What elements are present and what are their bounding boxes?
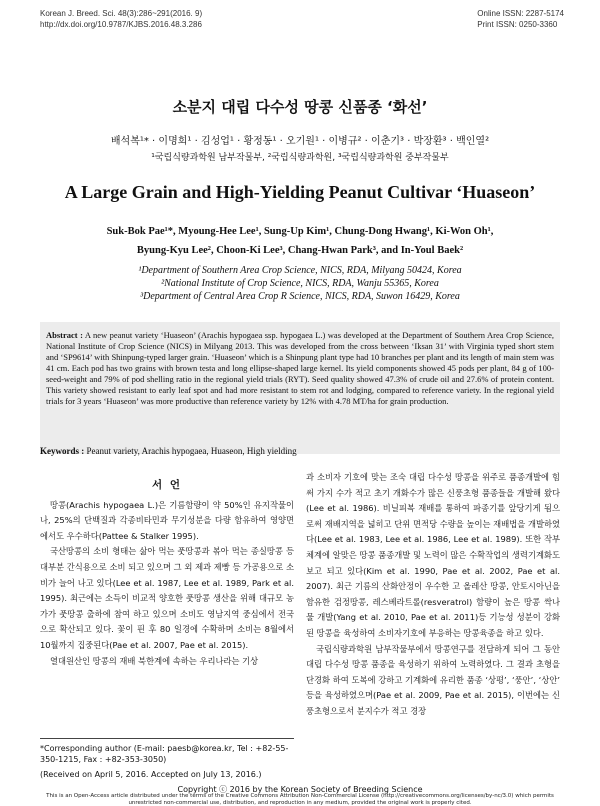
paragraph: 국립식량과학원 남부작물부에서 땅콩연구를 전담하게 되어 그 동안 대립 다수성 땅콩 품종을 육성하기 위하여 노력하였다. 그 결과 초형을 단경화 하여 도복에 강하고 기계화에 유리한 품종 ‘상평’, ‘풍안’, ‘상안’ 등을 육성하였으며(Pae et al. 2009, Pae et al. 2015), 이번에는 신풍초형으로서 분지수가 적고 경장 <box>306 643 560 716</box>
authors-line-1: Suk-Bok Pae¹*, Myoung-Hee Lee¹, Sung-Up Kim¹, Chung-Dong Hwang¹, Ki-Won Oh¹, <box>106 226 494 237</box>
abstract-box <box>40 322 560 454</box>
body-column-left <box>40 470 294 669</box>
paragraph: 국산땅콩의 소비 형태는 삶아 먹는 풋땅콩과 볶아 먹는 종실땅콩 등 대부분 간식용으로 소비 되고 있으며 그 외 제과 제빵 등 가공용으로 소비가 늘어 나고 있다(Lee et al. 1987, Lee et al. 1989, Park et al. 1995). 최근에는 소득이 비교적 양호한 풋땅콩 생산을 위해 대규모 농가가 풋땅콩 출하에 참여 하고 있으며 소비도 영남지역 중심에서 전국으로 확산되고 있다. 꽃이 핀 후 80 일경에 수확하며 소비는 8월에서 10월까지 집중된다(Pae et al. 2007, Pae et al. 2015). <box>40 546 294 650</box>
paragraph: 과 소비자 기호에 맞는 조숙 대립 다수성 땅콩을 위주로 품종개발에 힘써 가지 수가 적고 초기 개화수가 많은 신풍초형 품종들을 개발해 왔다(Lee et al. 1986). 비닐피복 재배를 통하여 파종기를 앞당기게 됨으로써 재배지역을 넓히고 단위 면적당 수량을 높이는 재배법을 개발하였다(Lee et al. 1983, Lee et al. 1986, Lee et al. 1989). 또한 작부체계에 알맞은 땅콩 품종개발 및 노력이 많은 수확작업의 생력기계화도 보고 되고 있다(Kim et al. 1990, Pae et al. 2002, Pae et al. 2007). 최근 기름의 산화안정이 우수한 고 올레산 땅콩, 안토시아닌을 함유한 검정땅콩, 레스베라트롤(resveratrol) 함량이 높은 땅콩 싹나물 개발(Yang et al. 2010, Pae et al. 2011)등 기능성 성분이 강화된 땅콩을 육성하여 소비자기호에 부응하는 땅콩육종을 하고 있다. <box>306 472 560 638</box>
affiliation-1: ¹Department of Southern Area Crop Science, NICS, RDA, Milyang 50424, Korea <box>138 265 462 276</box>
journal-citation: Korean J. Breed. Sci. 48(3):286~291(2016. 9) <box>40 9 203 18</box>
corresponding-footnote: *Corresponding author (E-mail: paesb@korea.kr, Tel : +82-55-350-1215, Fax : +82-353-3050) <box>40 738 294 765</box>
journal-header <box>40 8 202 30</box>
issn-print: Print ISSN: 0250-3360 <box>477 20 558 29</box>
paragraph: 열대원산인 땅콩의 재배 북한계에 속하는 우리나라는 기상 <box>50 655 259 666</box>
authors-line-2: Byung-Kyu Lee², Choon-Ki Lee³, Chang-Hwan Park³, and In-Youl Baek² <box>136 245 464 256</box>
keywords-label: Keywords : <box>40 446 85 456</box>
affiliation-3: ³Department of Central Area Crop R Science, NICS, RDA, Suwon 16429, Korea <box>140 291 460 302</box>
keywords <box>40 446 560 456</box>
received-dates: (Received on April 5, 2016. Accepted on July 13, 2016.) <box>40 770 262 779</box>
affiliation-2: ²National Institute of Crop Science, NICS, RDA, Wanju 55365, Korea <box>161 278 439 289</box>
license-notice: This is an Open-Access article distributed under the terms of the Creative Commons Attribution Non-Commercial License (http://creativecommons.org/licenses/by-nc/3.0) which permits unrestricted non-commercial use, distribution, and reproduction in any medium, provided the original work is properly cited. <box>46 793 554 806</box>
korean-authors: 배석복¹* · 이명희¹ · 김성업¹ · 황정동¹ · 오기원¹ · 이병규² · 이춘기³ · 박장환³ · 백인열² <box>110 136 490 147</box>
issn-online: Online ISSN: 2287-5174 <box>477 9 564 18</box>
keywords-text: Peanut variety, Arachis hypogaea, Huaseon, High yielding <box>86 446 297 456</box>
issn-header <box>477 8 564 30</box>
korean-title: 소분지 대립 다수성 땅콩 신품종 ‘화선’ <box>172 98 428 116</box>
paragraph: 땅콩(Arachis hypogaea L.)은 기름함량이 약 50%인 유지작물이나, 25%의 단백질과 각종비타민과 무기성분을 다량 함유하여 영양면에서도 우수하다(Pattee & Stalker 1995). <box>40 499 294 541</box>
english-affiliations <box>0 264 600 303</box>
abstract-text: A new peanut variety ‘Huaseon’ (Arachis hypogaea ssp. hypogaea L.) was developed at the Department of Southern Area Crop Science, National Institute of Crop Science (NICS) in Milyang 2013. This was developed from the cross between ‘Iksan 31’ with Virginia typed short stem and ‘SP9614’ with Shinpung-typed larger grain. ‘Huaseon’ which is a Shinpung plant type had 10 branches per plant and its length of main stem was 41 cm. Each pod has two grains with brown testa and long ellipse-shaped large kernel. Its yield components showed 45 pods per plant, 84 g of 100-seed-weight and 79% of pod shelling ratio in the regional yield trials (RYT). Seed quality showed 47.3% of crude oil and 27.6% of protein content. This variety showed resistant to early leaf spot and had more resistant to stem rot and lodging, compared to reference variety. In the regional yield trials for 3 years ‘Huaseon’ was more productive than reference variety by 12% with 4.78 MT/ha for grain production. <box>46 330 555 406</box>
english-authors <box>0 222 600 260</box>
body-column-right <box>306 470 560 720</box>
copyright-notice: Copyright ⓒ 2016 by the Korean Society of Breeding Science <box>177 785 423 794</box>
doi-link[interactable]: http://dx.doi.org/10.9787/KJBS.2016.48.3.286 <box>40 20 202 29</box>
section-heading-introduction: 서 언 <box>152 479 182 491</box>
abstract-label: Abstract : <box>46 330 83 340</box>
korean-affiliations: ¹국립식량과학원 남부작물부, ²국립식량과학원, ³국립식량과학원 중부작물부 <box>151 153 449 163</box>
english-title: A Large Grain and High-Yielding Peanut Cultivar ‘Huaseon’ <box>64 182 536 202</box>
